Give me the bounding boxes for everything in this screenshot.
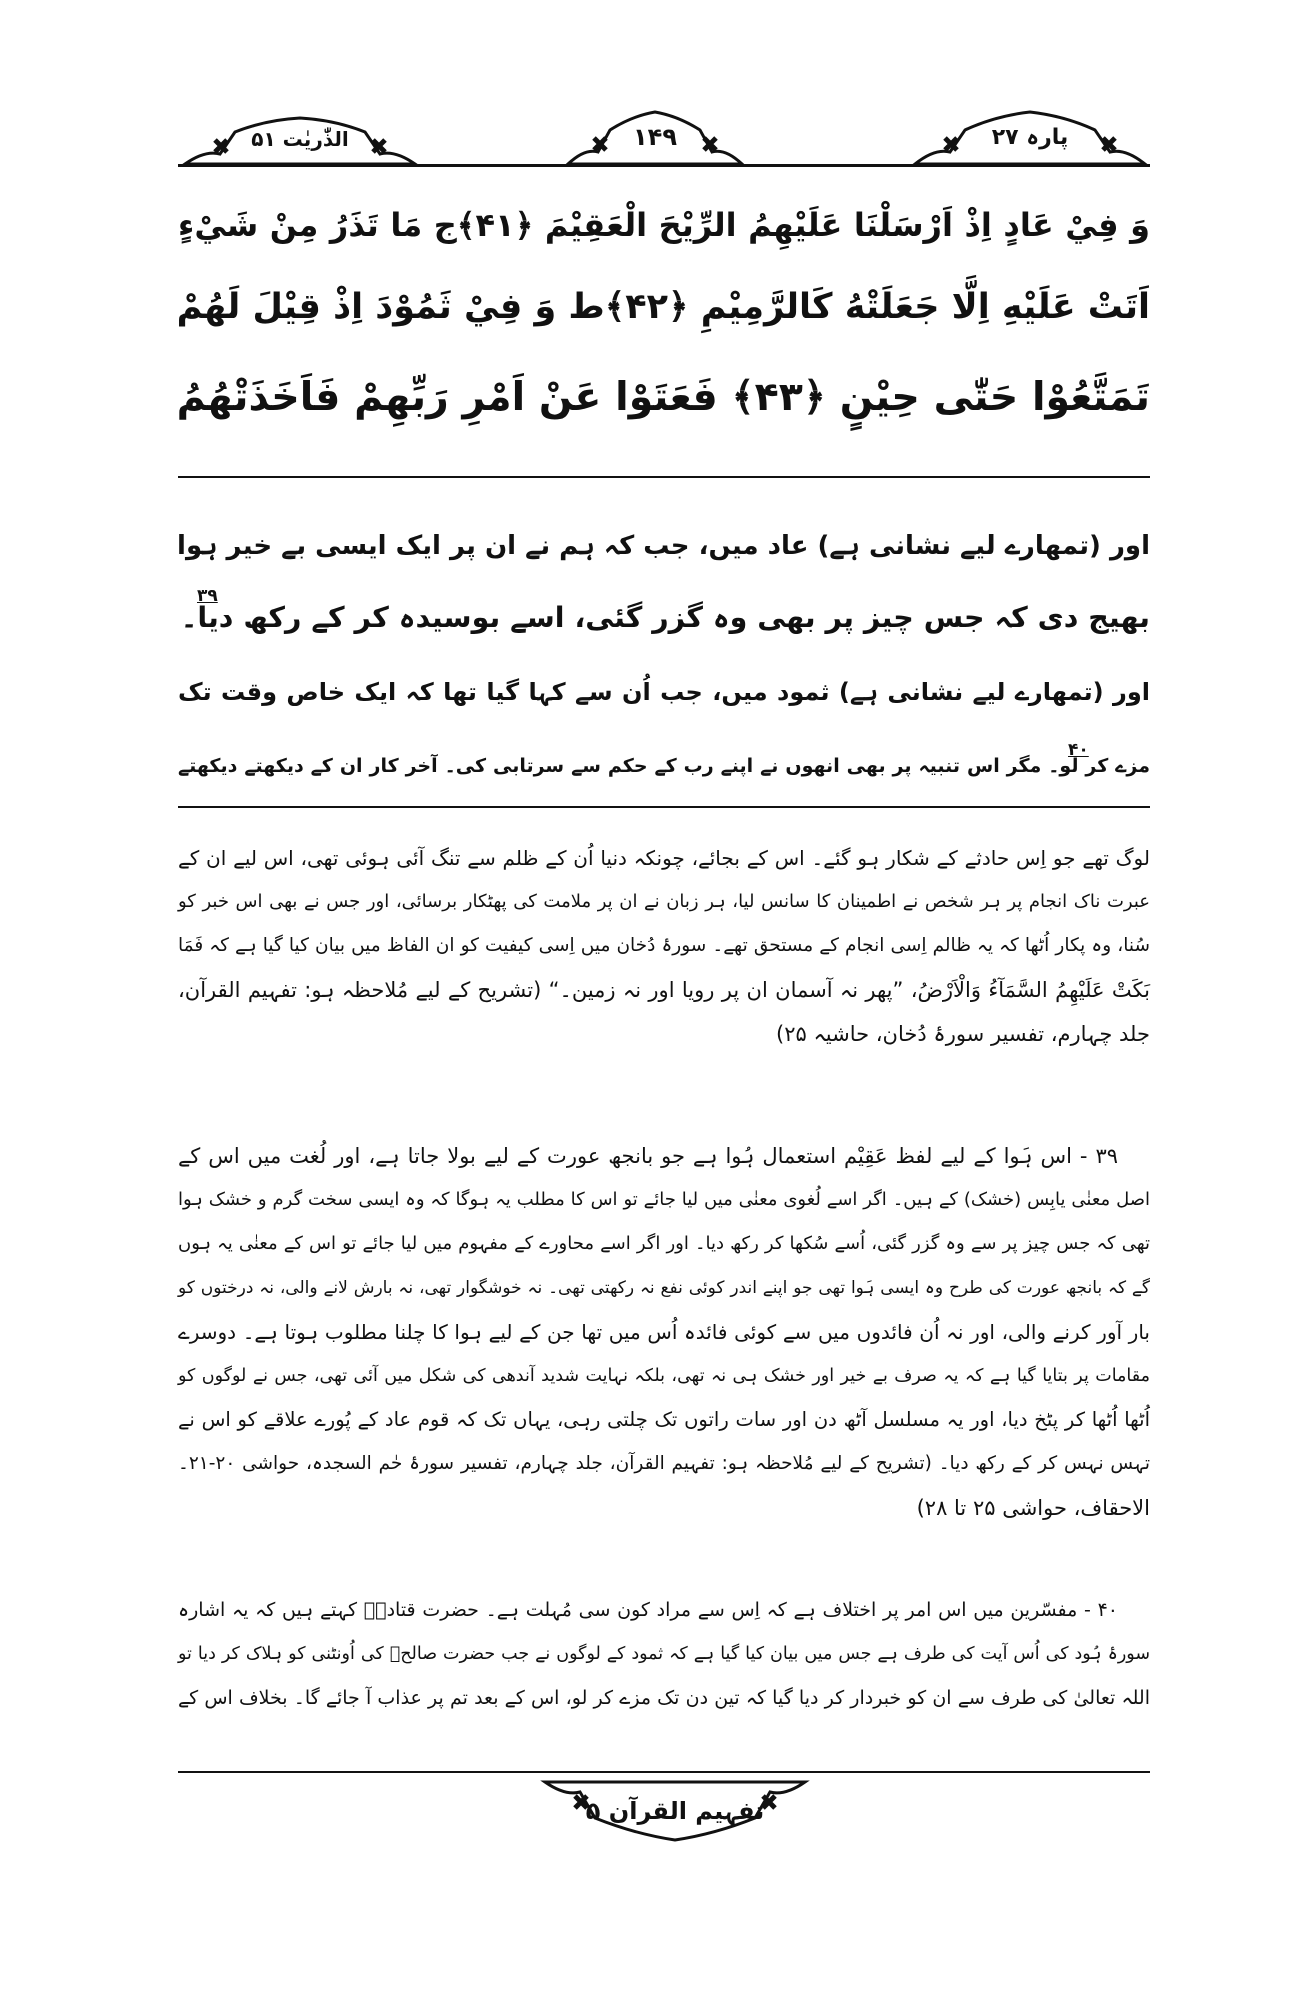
translation-rule	[178, 806, 1150, 808]
footnote-line: مقامات پر بتایا گیا ہے کہ یہ صرف بے خیر اور خشک ہی نہ تھی، بلکہ نہایت شدید آندھی کی شکل میں آئی تھی، جس نے لوگوں کو	[178, 1366, 1150, 1386]
footnote-line: الاحقاف، حواشی ۲۵ تا ۲۸)	[916, 1496, 1150, 1520]
footnote-line: تہس نہس کر کے رکھ دیا۔ (تشریح کے لیے مُلاحظہ ہو: تفہیم القرآن، جلد چہارم، تفسیر سورۂ حٰم السجدہ، حواشی ۲۰-۲۱۔	[178, 1453, 1150, 1474]
header-rule	[178, 164, 1150, 167]
translation-line: اور (تمھارے لیے نشانی ہے) ثمود میں، جب اُن سے کہا گیا تھا کہ ایک خاص وقت تک	[178, 678, 1150, 706]
header-para-cartouche	[905, 108, 1155, 166]
footer-rule	[178, 1771, 1150, 1773]
page-number: ۱۴۹	[633, 123, 677, 151]
footnote-line: اُٹھا اُٹھا کر پٹخ دیا، اور یہ مسلسل آٹھ دن اور سات راتوں تک چلتی رہی، یہاں تک کہ قوم عاد کے پُورے علاقے کو اس نے	[178, 1408, 1150, 1431]
footnote-line: تھی کہ جس چیز پر سے وہ گزر گئی، اُسے سُکھا کر رکھ دیا۔ اور اگر اسے محاورے کے مفہوم میں لیا جائے تو اس کے معنٰی یہ ہوں	[178, 1233, 1150, 1254]
footnote-line: بَكَتْ عَلَيْهِمُ السَّمَآءُ وَالْاَرْضُ، ”پھر نہ آسمان ان پر رویا اور نہ زمین۔“ (تشریح کے لیے مُلاحظہ ہو: تفہیم القرآن،	[178, 978, 1150, 1002]
footnote-ref-40[interactable]: ۴۰	[1068, 740, 1089, 760]
footnote-line: بار آور کرنے والی، اور نہ اُن فائدوں میں سے کوئی فائدہ اُس میں تھا جن کے لیے ہوا کا چلنا مطلوب ہوتا ہے۔ دوسرے	[178, 1320, 1150, 1344]
ayah-line: وَ فِيْ عَادٍ اِذْ اَرْسَلْنَا عَلَيْهِمُ الرِّيْحَ الْعَقِيْمَ ﴿۴۱﴾ج مَا تَذَرُ مِنْ شَيْءٍ	[178, 206, 1151, 244]
footnote-line: اللہ تعالیٰ کی طرف سے ان کو خبردار کر دیا گیا کہ تین دن تک مزے کر لو، اس کے بعد تم پر عذاب آ جائے گا۔ بخلاف اس کے	[178, 1687, 1150, 1709]
footnote-line: سُنا، وہ پکار اُٹھا کہ یہ ظالم اِسی انجام کے مستحق تھے۔ سورۂ دُخان میں اِسی کیفیت کو ان الفاظ میں بیان کیا گیا ہے کہ فَمَا	[178, 935, 1150, 956]
footnote-40-heading-line: ۴۰ - مفسّرین میں اس امر پر اختلاف ہے کہ اِس سے مراد کون سی مُہلت ہے۔ حضرت قتادہؒ کہتے ہیں کہ یہ اشارہ	[178, 1599, 1118, 1621]
translation-line: بھیج دی کہ جس چیز پر بھی وہ گزر گئی، اسے بوسیدہ کر کے رکھ دیا۔	[180, 601, 1150, 634]
footnote-line: اصل معنٰی یابِس (خشک) کے ہیں۔ اگر اسے لُغوی معنٰی میں لیا جائے تو اس کا مطلب یہ ہوگا کہ وہ ایسی سخت گرم و خشک ہوا	[178, 1189, 1150, 1210]
footnote-39-heading-line: ۳۹ - اس ہَوا کے لیے لفظ عَقِیْم استعمال ہُوا ہے جو بانجھ عورت کے لیے بولا جاتا ہے، اور لُغت میں اس کے	[178, 1144, 1118, 1168]
para-label: پارہ ۲۷	[991, 124, 1069, 150]
book-title: تفہیم القرآن ۵	[585, 1797, 765, 1825]
footnote-line: جلد چہارم، تفسیر سورۂ دُخان، حاشیہ ۲۵)	[776, 1022, 1150, 1046]
footnote-line: عبرت ناک انجام پر ہر شخص نے اطمینان کا سانس لیا، ہر زبان نے ان پر ملامت کی پھٹکار برسائی، اور جس نے بھی اس خبر کو	[178, 891, 1150, 912]
surah-label: الذّٰریٰت ۵۱	[251, 127, 349, 151]
footer-cartouche	[535, 1778, 815, 1844]
translation-line: مزے کر لو۔ مگر اس تنبیہ پر بھی انھوں نے اپنے رب کے حکم سے سرتابی کی۔ آخر کار ان کے دیکھتے دیکھتے	[178, 755, 1150, 777]
ayah-line: اَتَتْ عَلَيْهِ اِلَّا جَعَلَتْهُ كَالرَّمِيْمِ ﴿۴۲﴾ط وَ فِيْ ثَمُوْدَ اِذْ قِيْلَ لَهُمْ	[176, 287, 1150, 327]
footnote-ref-39[interactable]: ۳۹	[197, 586, 218, 606]
header-page-cartouche	[560, 108, 750, 166]
footnote-line: گے کہ بانجھ عورت کی طرح وہ ایسی ہَوا تھی جو اپنے اندر کوئی نفع نہ رکھتی تھی۔ نہ خوشگوار تھی، نہ بارش لانے والی، نہ درختوں کو	[178, 1278, 1150, 1298]
ayat-rule	[178, 476, 1150, 478]
footnote-line: سورۂ ہُود کی اُس آیت کی طرف ہے جس میں بیان کیا گیا ہے کہ ثمود کے لوگوں نے جب حضرت صالحؑ کی اُونٹنی کو ہلاک کر دیا تو	[178, 1644, 1150, 1664]
ayah-line: تَمَتَّعُوْا حَتّٰى حِيْنٍ ﴿۴۳﴾ فَعَتَوْا عَنْ اَمْرِ رَبِّهِمْ فَاَخَذَتْهُمُ	[176, 374, 1150, 420]
header-surah-cartouche	[175, 112, 425, 166]
translation-line: اور (تمھارے لیے نشانی ہے) عاد میں، جب کہ ہم نے ان پر ایک ایسی بے خیر ہوا	[177, 531, 1150, 561]
footnote-line: لوگ تھے جو اِس حادثے کے شکار ہو گئے۔ اس کے بجائے، چونکہ دنیا اُن کے ظلم سے تنگ آئی ہوئی تھی، اس لیے ان کے	[178, 846, 1150, 870]
